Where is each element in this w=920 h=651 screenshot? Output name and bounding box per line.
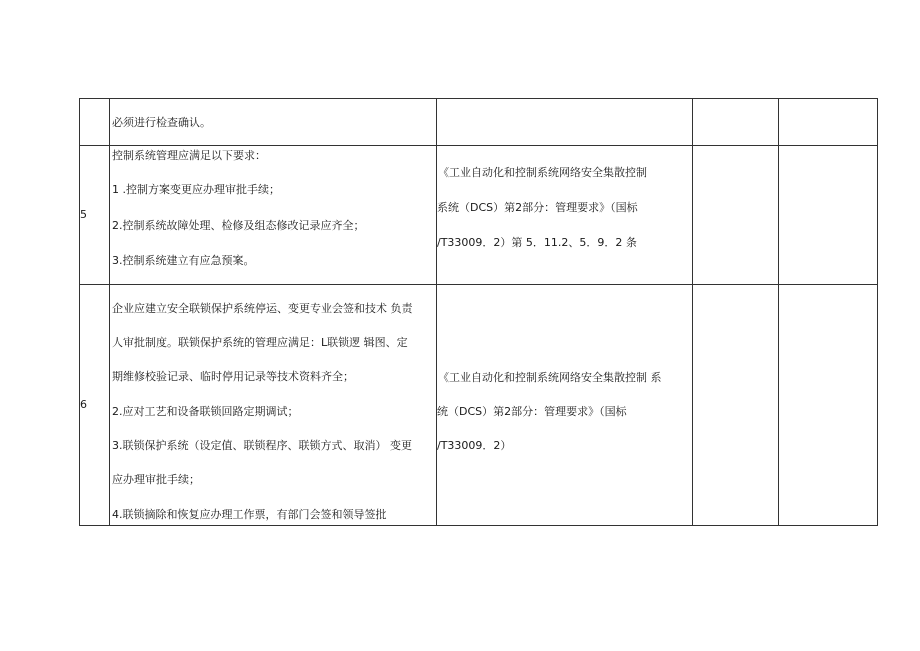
row-number-cell	[80, 146, 110, 284]
table-row	[80, 146, 878, 285]
requirement-line: 企业应建立安全联锁保护系统停运、变更专业会签和技术 负责	[112, 302, 413, 315]
requirement-line: 1 .控制方案变更应办理审批手续；	[112, 183, 280, 196]
empty-cell	[693, 285, 779, 525]
empty-cell	[779, 285, 878, 525]
requirement-line: 2.控制系统故障处理、检修及组态修改记录应齐全；	[112, 219, 365, 232]
empty-cell	[779, 146, 878, 284]
requirements-cell	[110, 99, 437, 145]
requirement-line: 必须进行检查确认。	[112, 116, 211, 129]
requirement-line: 期维修校验记录、临时停用记录等技术资料齐全；	[112, 370, 354, 383]
basis-cell	[437, 146, 693, 284]
requirements-cell	[110, 146, 437, 284]
empty-cell	[693, 99, 779, 145]
inspection-table	[79, 98, 878, 526]
basis-cell	[437, 285, 693, 525]
basis-line: 《工业自动化和控制系统网络安全集散控制 系	[438, 371, 662, 384]
requirement-line: 控制系统管理应满足以下要求：	[112, 149, 266, 162]
requirements-cell	[110, 285, 437, 525]
row-number: 6	[80, 398, 87, 411]
row-number-cell	[80, 285, 110, 525]
empty-cell	[779, 99, 878, 145]
requirement-line: 2.应对工艺和设备联锁回路定期调试；	[112, 405, 299, 418]
basis-line: /T33009．2）第 5．11.2、5．9．2 条	[437, 236, 637, 249]
requirement-line: 3.控制系统建立有应急预案。	[112, 254, 255, 267]
basis-line: 统（DCS）第2部分：管理要求》（国标	[437, 405, 627, 418]
requirement-line: 4.联锁摘除和恢复应办理工作票，有部门会签和领导签批	[112, 508, 387, 521]
requirement-line: 应办理审批手续；	[112, 473, 200, 486]
row-number: 5	[80, 208, 87, 221]
basis-line: 《工业自动化和控制系统网络安全集散控制	[438, 166, 647, 179]
empty-cell	[693, 146, 779, 284]
table-row	[80, 285, 878, 526]
basis-cell	[437, 99, 693, 145]
basis-line: /T33009．2）	[437, 439, 512, 452]
basis-line: 系统（DCS）第2部分：管理要求》（国标	[437, 201, 638, 214]
row-number-cell	[80, 99, 110, 145]
requirement-line: 人审批制度。联锁保护系统的管理应满足：L联锁逻 辑图、定	[112, 336, 408, 349]
table-row	[80, 99, 878, 146]
requirement-line: 3.联锁保护系统（设定值、联锁程序、联锁方式、取消） 变更	[112, 439, 412, 452]
